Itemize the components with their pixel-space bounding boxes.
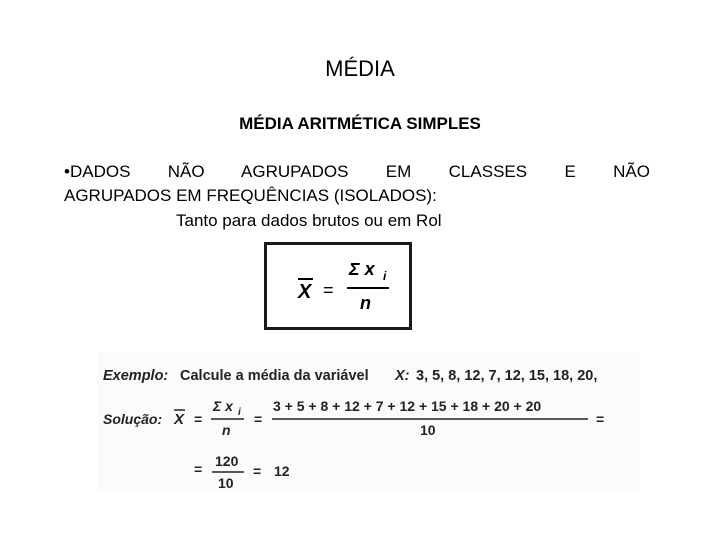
example-variable: X:	[395, 368, 410, 384]
solution-frac2-numerator: 3 + 5 + 8 + 12 + 7 + 12 + 15 + 18 + 20 + 20	[273, 398, 542, 414]
solution-frac3-denominator: 10	[218, 475, 234, 491]
formula-lhs: X	[298, 281, 312, 303]
solution-equals-2: =	[254, 411, 263, 427]
example-solution	[98, 352, 640, 492]
solution-lhs: X	[174, 411, 185, 428]
mean-formula	[267, 245, 409, 327]
solution-label: Solução:	[103, 411, 163, 427]
solution-frac2-denominator: 10	[420, 422, 436, 438]
solution-frac1-numerator: Σ x	[213, 398, 233, 414]
formula-equals: =	[323, 280, 334, 300]
solution-frac1-denominator: n	[222, 422, 231, 438]
bullet-line-1: •DADOS NÃO AGRUPADOS EM CLASSES E NÃO	[64, 162, 650, 181]
mean-formula-box	[264, 242, 412, 330]
solution-equals-5: =	[253, 463, 262, 479]
example-text: Calcule a média da variável	[180, 368, 369, 384]
formula-numerator: Σ x	[349, 259, 375, 279]
page-title: MÉDIA	[325, 56, 395, 81]
solution-equals-4: =	[194, 461, 203, 477]
solution-equals-1: =	[194, 411, 203, 427]
solution-result: 12	[274, 463, 290, 479]
bullet-line-2: AGRUPADOS EM FREQUÊNCIAS (ISOLADOS):	[64, 186, 437, 205]
solution-frac1-subscript: i	[238, 407, 241, 418]
formula-numerator-subscript: i	[383, 269, 387, 283]
example-label: Exemplo:	[103, 368, 169, 384]
solution-frac3-numerator: 120	[215, 453, 239, 469]
bullet-line-3: Tanto para dados brutos ou em Rol	[176, 211, 442, 230]
solution-equals-3: =	[596, 411, 605, 427]
formula-denominator: n	[360, 293, 371, 313]
section-subtitle: MÉDIA ARITMÉTICA SIMPLES	[239, 114, 481, 133]
example-values: 3, 5, 8, 12, 7, 12, 15, 18, 20,	[416, 368, 598, 384]
